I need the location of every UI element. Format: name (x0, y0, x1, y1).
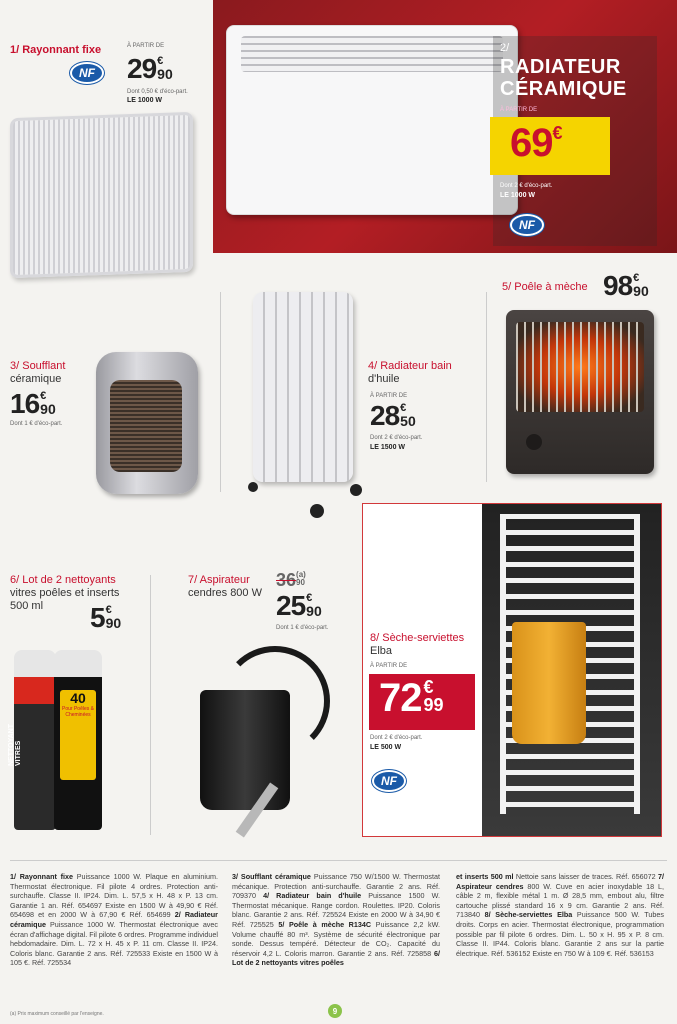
item-1-euro: € (157, 55, 164, 67)
item-5-label (502, 281, 588, 294)
oil-radiator-image (248, 282, 360, 502)
item-2-from: À PARTIR DE (500, 107, 538, 113)
item-8-from: À PARTIR DE (370, 663, 408, 669)
item-6-label-2: vitres poêles et inserts (10, 587, 120, 599)
item-3-price-int: 16 (10, 388, 40, 419)
item-5-euro: € (633, 272, 640, 284)
item-4-from: À PARTIR DE (370, 393, 408, 399)
towel-dryer-image (482, 504, 661, 836)
item-7-euro: € (306, 592, 313, 604)
item-2-eco: Dont 2 € d'éco-part. (500, 183, 553, 189)
page-number: 9 (328, 1004, 342, 1018)
item-8-price-dec: 99 (423, 695, 444, 715)
item-3-label (10, 360, 65, 386)
item-6-price-int: 5 (90, 602, 105, 633)
item-5-price-int: 98 (603, 270, 633, 301)
cleaner-bottle-2 (54, 650, 102, 830)
item-8-price-int: 72 (379, 676, 422, 720)
item-7-price-int: 25 (276, 590, 306, 621)
description-column-1: 1/ Rayonnant fixe Puissance 1000 W. Plaque en aluminium. Thermostat électronique. Fil pilote 4 ordres. Protection anti-surchauffe. Classe II. IP24. Dim. L. 57,5 x H. 48 x P. 13 cm. Garantie 1 an. Réf. 654697 Existe en 1500 W à 49,90 € Réf. 654698 et en 2000 W à 67,90 € Réf. 654699 2/ Radiateur céramique Puissance 1000 W. Thermostat électronique avec écran d'affichage digital. Fil pilote 6 ordres. Programme individuel hebdomadaire. Dim. L. 72 x H. 45 x P. 11 cm. Classe II. IP24. Coloris blanc. Garantie 2 ans. Réf. 725533 Existe en 1500 W à 105 €. Réf. 725534 (10, 872, 218, 968)
item-1-from: À PARTIR DE (127, 43, 165, 49)
item-1-price-dec: 90 (157, 66, 173, 82)
item-3-euro: € (40, 390, 47, 402)
description-column-2: 3/ Soufflant céramique Puissance 750 W/1500 W. Thermostat mécanique. Protection anti-surchauffe. Garantie 2 ans. Réf. 709370 4/ Radiateur bain d'huile Puissance 1500 W. Thermostat mécanique. Range cordon. Roulettes. IP20. Coloris blanc. Garantie 2 ans. Réf. 725524 Existe en 2000 W à 34,90 € Réf. 725525 5/ Poêle à mèche R134C Puissance 2,2 kW. Volume chauffé 80 m³. Système de sécurité électronique par sonde. Dessus tempéré. Détecteur de CO₂. Capacité du réservoir 4,2 L. Coloris marron. Garantie 2 ans. Réf. 725858 6/ Lot de 2 nettoyants vitres poêles (232, 872, 440, 968)
fan-heater-image (96, 352, 198, 494)
item-7-label-2: cendres 800 W (188, 587, 262, 599)
item-1-eco: Dont 0,50 € d'éco-part. (127, 89, 188, 95)
wick-stove-image (506, 310, 654, 474)
item-8-eco: Dont 2 € d'éco-part. (370, 735, 423, 741)
item-3-price-dec: 90 (40, 401, 56, 417)
item-4-eco: Dont 2 € d'éco-part. (370, 435, 423, 441)
item-8-euro: € (423, 677, 434, 697)
item-6-price (90, 604, 121, 632)
item-8-label-2: Elba (370, 645, 393, 657)
item-4-label-1: 4/ Radiateur bain (368, 360, 452, 372)
item-3-eco: Dont 1 € d'éco-part. (10, 421, 63, 427)
item-8-price (369, 674, 475, 730)
item-4-price-int: 28 (370, 400, 400, 431)
item-5-label-text: 5/ Poêle à mèche (502, 281, 588, 293)
item-8-label (370, 632, 464, 658)
item-8-power: LE 500 W (370, 744, 402, 751)
item-7-eco: Dont 1 € d'éco-part. (276, 625, 329, 631)
item-6-euro: € (105, 604, 112, 616)
nf-logo: NF (372, 770, 406, 792)
item-4-power: LE 1500 W (370, 444, 406, 451)
item-3-label-2: céramique (10, 373, 62, 385)
item-1-price-int: 29 (127, 53, 157, 84)
footnote: (a) Prix maximum conseillé par l'enseigne. (10, 1011, 104, 1017)
item-2-euro: € (552, 123, 563, 143)
item-7-price-dec: 90 (306, 603, 322, 619)
item-4-label (368, 360, 452, 386)
item-7-label-1: 7/ Aspirateur (188, 574, 250, 586)
ceramic-radiator-image (226, 25, 518, 215)
item-7-old-price-dec: 90 (296, 578, 305, 587)
item-1-label-text: 1/ Rayonnant fixe (10, 44, 102, 56)
item-4-price (370, 402, 416, 430)
radiant-panel-image (10, 112, 193, 278)
hero-title-line-2: CÉRAMIQUE (500, 78, 627, 100)
item-7-old-price-int: 36 (276, 570, 297, 590)
item-5-price (603, 272, 649, 300)
description-column-3: et inserts 500 ml Nettoie sans laisser de traces. Réf. 656072 7/ Aspirateur cendres 800 W. Cuve en acier inoxydable 18 L, câble 2 m, flexible métal 1 m. Ø 28,5 mm, embout alu, filtre cartouche plissé standard 16 x 9 cm. Garantie 2 ans. Réf. 713840 8/ Sèche-serviettes Elba Puissance 500 W. Tubes droits. Corps en acier. Thermostat électronique, programmation possible par fil pilote 6 ordres. Dim. L. 50 x H. 95 x P. 8 cm. Classe II. IP44. Coloris blanc. Garantie 2 ans sur la partie électrique. Réf. 536152 Existe en 750 W à 109 €. Réf. 536153 (456, 872, 664, 958)
item-5-price-dec: 90 (633, 283, 649, 299)
item-3-price (10, 390, 56, 418)
item-1-power: LE 1000 W (127, 97, 163, 104)
item-6-label-1: 6/ Lot de 2 nettoyants (10, 574, 116, 586)
item-4-label-2: d'huile (368, 373, 400, 385)
nf-logo: NF (510, 214, 544, 236)
item-3-label-1: 3/ Soufflant (10, 360, 66, 372)
item-6-label-3: 500 ml (10, 600, 44, 612)
item-2-number: 2/ (500, 42, 510, 54)
item-4-price-dec: 50 (400, 413, 416, 429)
item-2-title (500, 56, 627, 100)
item-7-old-note: (a) (296, 570, 306, 579)
item-7-old-price (276, 571, 306, 589)
ash-vacuum-image (190, 640, 340, 840)
nf-logo: NF (70, 62, 104, 84)
item-2-price-int: 69 (510, 121, 553, 165)
item-6-price-dec: 90 (105, 615, 122, 631)
item-2-price (490, 117, 610, 175)
item-7-label (188, 574, 262, 600)
item-4-euro: € (400, 402, 407, 414)
bottle-1-text: NETTOYANT VITRES (8, 723, 22, 766)
bottle-2-sub: Pour Poêles & Cheminées (62, 706, 94, 718)
item-1-label (10, 44, 101, 57)
item-1-price (127, 55, 173, 83)
cleaner-bottle-1 (8, 650, 56, 830)
hero-title-line-1: RADIATEUR (500, 56, 621, 78)
item-8-label-1: 8/ Sèche-serviettes (370, 632, 465, 644)
item-7-price (276, 592, 322, 620)
bottle-2-number: 40 (70, 690, 86, 706)
item-2-power: LE 1000 W (500, 192, 536, 199)
